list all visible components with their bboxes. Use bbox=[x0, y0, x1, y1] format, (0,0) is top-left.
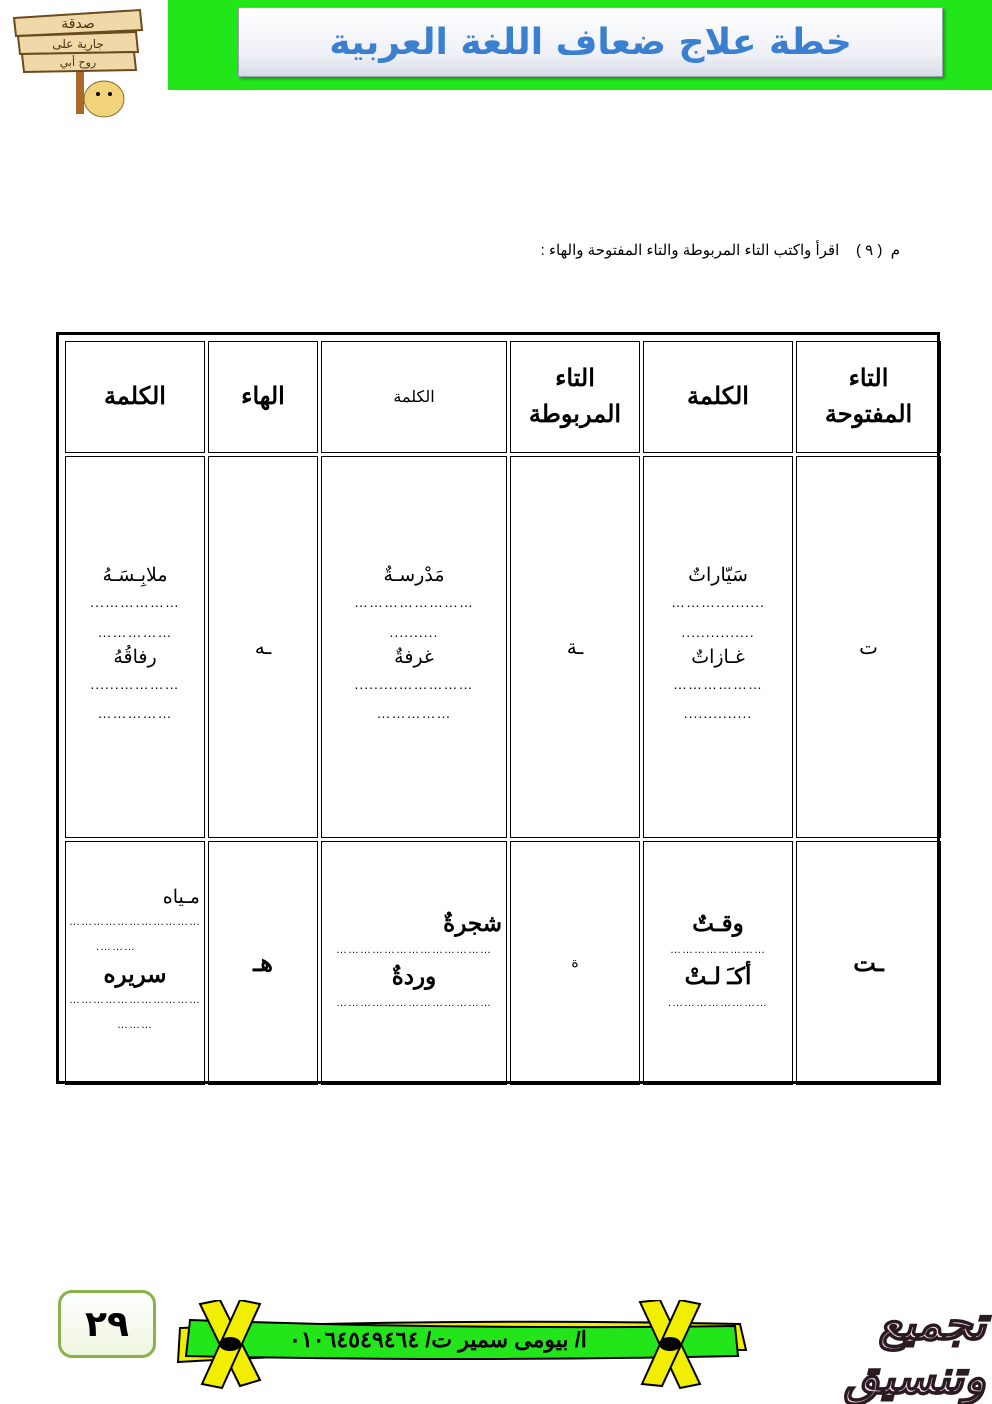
author-credit: ا/ بيومى سمير ت/ ٠١٠٦٤٥٤٩٤٦٤ bbox=[289, 1327, 587, 1352]
logo-line-1: صدقة bbox=[61, 16, 95, 32]
table-header-row bbox=[65, 341, 941, 453]
cell-ha-words: مـياه …………………………… ………. سريره …………………………… ……… bbox=[65, 841, 205, 1085]
header-word: الكلمة bbox=[65, 341, 205, 453]
header-word-small: الكلمة bbox=[321, 341, 507, 453]
cell-ha-words: ملابِـسَـهُ ……………... …………… رفاقُهُ …………...... …………… bbox=[65, 456, 205, 838]
compiled-by-signature: تجميع وتنسيق bbox=[843, 1296, 986, 1404]
charity-sign-logo bbox=[8, 4, 148, 126]
header-title-box bbox=[238, 7, 943, 77]
exercise-instruction: م ( ٩ ) اقرأ واكتب التاء المربوطة والتاء المفتوحة والهاء : bbox=[540, 242, 900, 259]
page-number-box bbox=[58, 1290, 156, 1358]
logo-line-3: روح أبي bbox=[59, 56, 97, 69]
exercise-table bbox=[62, 338, 944, 1088]
cell-open-ta-words: سَيّاراتٌ ..........……… ............... غـازاتٌ ……………… .............. bbox=[643, 456, 793, 838]
cell-tied-ta-letter: ة bbox=[510, 841, 640, 1085]
cell-tied-ta-words: شجرةٌ ………………………………… وردةٌ ………………………………… bbox=[321, 841, 507, 1085]
cell-open-ta-letter: ت bbox=[796, 456, 941, 838]
header-open-ta: التاء المفتوحة bbox=[796, 341, 941, 453]
cell-ha-letter: هـ bbox=[208, 841, 318, 1085]
header-word: الكلمة bbox=[643, 341, 793, 453]
character-eye-icon bbox=[96, 92, 100, 96]
cell-ha-letter: ـه bbox=[208, 456, 318, 838]
table-row bbox=[65, 841, 941, 1085]
header-ha: الهاء bbox=[208, 341, 318, 453]
logo-line-2: جارية على bbox=[52, 37, 104, 51]
cartoon-character bbox=[84, 81, 124, 117]
character-eye-icon bbox=[108, 92, 112, 96]
exercise-table-frame bbox=[56, 332, 940, 1084]
header-tied-ta: التاء المربوطة bbox=[510, 341, 640, 453]
cell-open-ta-words: وقـتٌ …………………… أكـَ لـتْ ……………………. bbox=[643, 841, 793, 1085]
cell-tied-ta-words: مَدْرسـةٌ …………………… .......... غرفةٌ ……………......... …………… bbox=[321, 456, 507, 838]
page-title: خطة علاج ضعاف اللغة العربية bbox=[329, 21, 852, 63]
page-number: ٢٩ bbox=[85, 1303, 129, 1345]
cell-open-ta-letter: ـت bbox=[796, 841, 941, 1085]
table-row bbox=[65, 456, 941, 838]
cell-tied-ta-letter: ـة bbox=[510, 456, 640, 838]
